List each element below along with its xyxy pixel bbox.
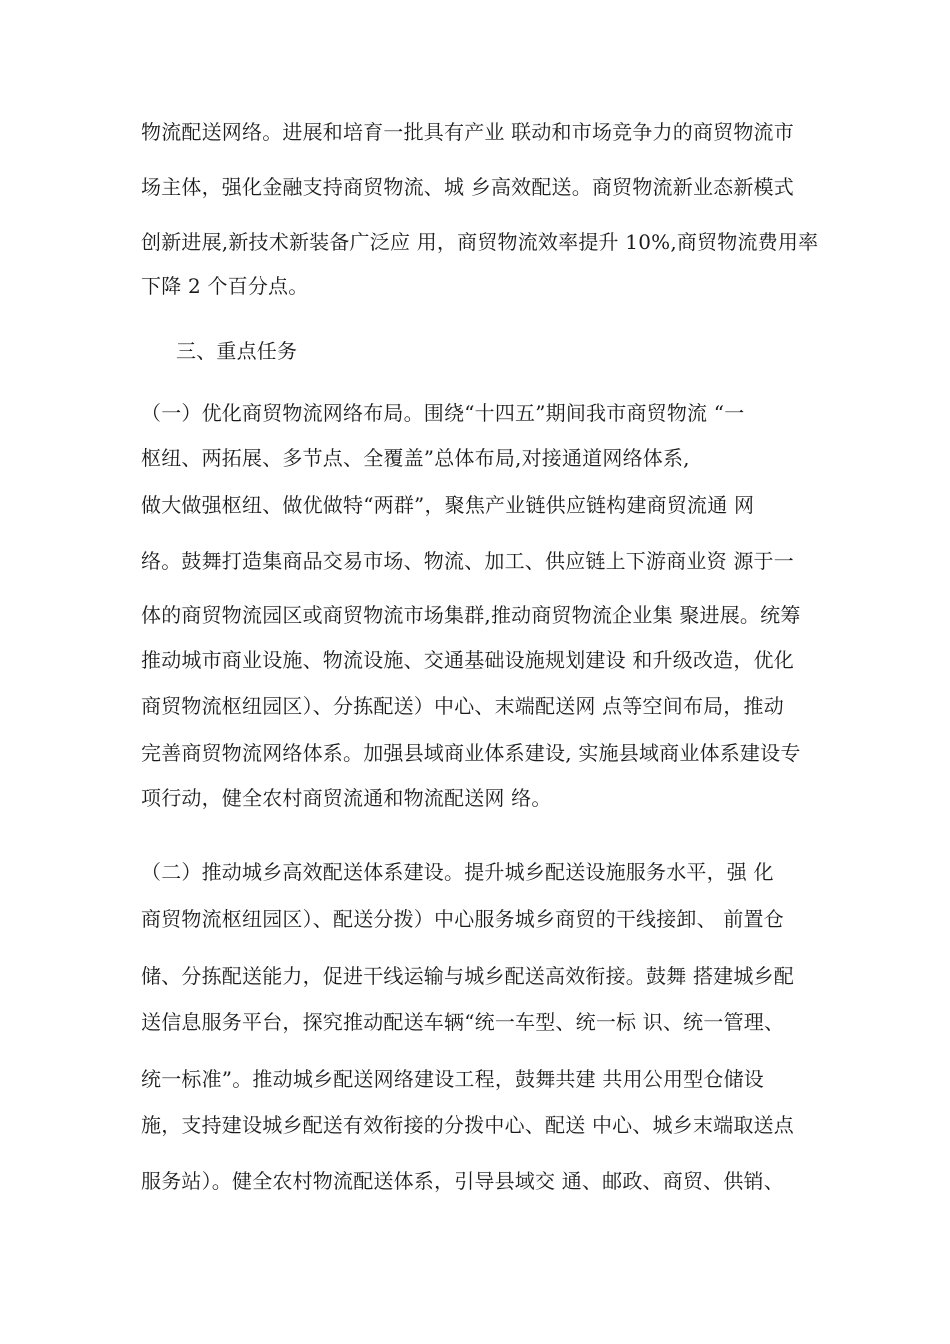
task-one-line-8: 完善商贸物流网络体系。加强县域商业体系建设, 实施县域商业体系建设专	[141, 741, 801, 765]
task-one-line-4: 络。鼓舞打造集商品交易市场、物流、加工、供应链上下游商业资 源于一	[141, 549, 794, 573]
task-two-line-2: 商贸物流枢纽园区）、配送分拨）中心服务城乡商贸的干线接卸、 前置仓	[141, 907, 784, 931]
task-two-line-3: 储、分拣配送能力，促进干线运输与城乡配送高效衔接。鼓舞 搭建城乡配	[141, 964, 794, 988]
task-one-line-6: 推动城市商业设施、物流设施、交通基础设施规划建设 和升级改造，优化	[141, 648, 794, 672]
intro-line-3: 创新进展,新技术新装备广泛应 用，商贸物流效率提升 10%,商贸物流费用率	[141, 230, 819, 254]
task-two-line-7: 服务站）。健全农村物流配送体系，引导县域交 通、邮政、商贸、供销、	[141, 1169, 784, 1193]
task-one-line-1: （一）优化商贸物流网络布局。围绕“十四五”期间我市商贸物流 “一	[141, 401, 745, 425]
task-one-line-2: 枢纽、两拓展、多节点、全覆盖”总体布局,对接通道网络体系,	[141, 446, 690, 470]
task-two-line-4: 送信息服务平台，探究推动配送车辆“统一车型、统一标 识、统一管理、	[141, 1010, 785, 1034]
task-two-line-6: 施，支持建设城乡配送有效衔接的分拨中心、配送 中心、城乡末端取送点	[141, 1113, 794, 1137]
section-heading: 三、重点任务	[176, 339, 298, 363]
task-one-line-3: 做大做强枢纽、做优做特“两群”，聚焦产业链供应链构建商贸流通 网	[141, 493, 755, 517]
intro-line-4: 下降 2 个百分点。	[141, 274, 309, 298]
intro-line-2: 场主体，强化金融支持商贸物流、城 乡高效配送。商贸物流新业态新模式	[141, 175, 794, 199]
task-two-line-5: 统一标准”。推动城乡配送网络建设工程，鼓舞共建 共用公用型仓储设	[141, 1067, 764, 1091]
task-one-line-7: 商贸物流枢纽园区）、分拣配送）中心、末端配送网 点等空间布局，推动	[141, 694, 784, 718]
intro-line-1: 物流配送网络。进展和培育一批具有产业 联动和市场竞争力的商贸物流市	[141, 120, 794, 144]
task-one-line-5: 体的商贸物流园区或商贸物流市场集群,推动商贸物流企业集 聚进展。统筹	[141, 603, 801, 627]
task-two-line-1: （二）推动城乡高效配送体系建设。提升城乡配送设施服务水平，强 化	[141, 860, 774, 884]
task-one-line-9: 项行动，健全农村商贸流通和物流配送网 络。	[141, 786, 552, 810]
